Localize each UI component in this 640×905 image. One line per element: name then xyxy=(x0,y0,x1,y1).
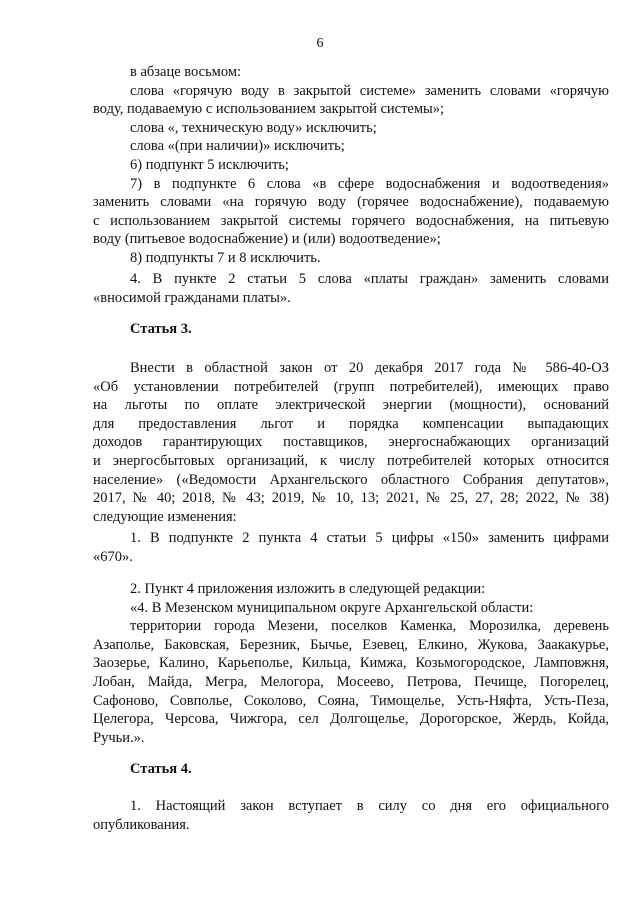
text-line: на льготы по оплате электрической энергии (мощности), оснований xyxy=(93,397,609,414)
text-line: 1. Настоящий закон вступает в силу со дня его официального xyxy=(130,798,609,814)
article-3-heading: Статья 3. xyxy=(130,321,192,337)
text-line: с использованием закрытой системы горячего водоснабжения, на питьевую xyxy=(93,212,609,229)
article-4-heading-block xyxy=(93,760,609,779)
page-number: 6 xyxy=(316,36,324,51)
text-line: 7) в подпункте 6 слова «в сфере водоснабжения и водоотведения» xyxy=(130,175,609,192)
text-line: опубликования. xyxy=(93,816,190,833)
text-line: заменить словами «на горячую воду (горячее водоснабжение), подаваемую xyxy=(93,194,609,211)
text-line: слова «(при наличии)» исключить; xyxy=(130,138,345,155)
text-line: Ручьи.». xyxy=(93,729,145,746)
text-line: слова «горячую воду в закрытой системе» заменить словами «горячую xyxy=(130,82,609,99)
text-line: «Об установлении потребителей (групп потребителей), имеющих право xyxy=(93,378,609,395)
amendments-block-1 xyxy=(93,63,609,268)
text-line: доходов гарантирующих поставщиков, энергоснабжающих организаций xyxy=(93,434,609,451)
text-line: 4. В пункте 2 статьи 5 слова «платы граждан» заменить словами xyxy=(130,271,609,287)
text-line: «4. В Мезенском муниципальном округе Архангельской области: xyxy=(130,599,534,616)
text-line: население» («Ведомости Архангельского областного Собрания депутатов», xyxy=(93,471,609,488)
text-line: территории города Мезени, поселков Каменка, Морозилка, деревень xyxy=(130,618,609,635)
text-line: 8) подпункты 7 и 8 исключить. xyxy=(130,249,321,266)
text-line: для предоставления льгот и порядка компенсации выпадающих xyxy=(93,415,609,432)
text-line: слова «, техническую воду» исключить; xyxy=(130,119,377,136)
text-line: воду (питьевое водоснабжение) и (или) водоотведение»; xyxy=(93,231,441,248)
article-3-heading-block xyxy=(93,320,609,339)
text-line: 1. В подпункте 2 пункта 4 статьи 5 цифры «150» заменить цифрами xyxy=(130,530,609,546)
article-3-item-1 xyxy=(93,529,609,566)
text-line: Сафоново, Совполье, Соколово, Сояна, Тимощелье, Усть-Няфта, Усть-Пеза, xyxy=(93,692,609,709)
text-line: Внести в областной закон от 20 декабря 2017 года № 586-40-ОЗ xyxy=(130,360,609,376)
text-line: воду, подаваемую с использованием закрытой системы»; xyxy=(93,101,445,118)
text-line: и энергосбытовых организаций, к числу потребителей которых относится xyxy=(93,452,609,469)
text-line: Целегора, Черсова, Чижгора, сел Долгощелье, Дорогорское, Жердь, Койда, xyxy=(93,711,609,728)
text-line: Лобан, Майда, Мегра, Мелогора, Мосеево, Петрова, Печище, Погорелец, xyxy=(93,673,609,690)
article-3-body xyxy=(93,359,609,526)
text-line: 2017, № 40; 2018, № 43; 2019, № 10, 13; 2021, № 25, 27, 28; 2022, № 38) xyxy=(93,490,609,507)
text-line: Азаполье, Баковская, Березник, Бычье, Езевец, Елкино, Жукова, Заакакурье, xyxy=(93,636,609,653)
article-3-item-2 xyxy=(93,580,609,747)
text-line: Заозерье, Калино, Карьеполье, Кильца, Кимжа, Козьмогородское, Ламповжня, xyxy=(93,655,609,672)
text-line: «вносимой гражданами платы». xyxy=(93,289,291,306)
article-4-body xyxy=(93,797,609,834)
text-line: в абзаце восьмом: xyxy=(130,64,242,80)
text-line: «670». xyxy=(93,548,133,565)
text-line: 6) подпункт 5 исключить; xyxy=(130,156,289,173)
text-line: следующие изменения: xyxy=(93,508,237,525)
text-line: 2. Пункт 4 приложения изложить в следующей редакции: xyxy=(130,581,486,597)
amendments-block-2 xyxy=(93,270,609,307)
article-4-heading: Статья 4. xyxy=(130,761,192,777)
